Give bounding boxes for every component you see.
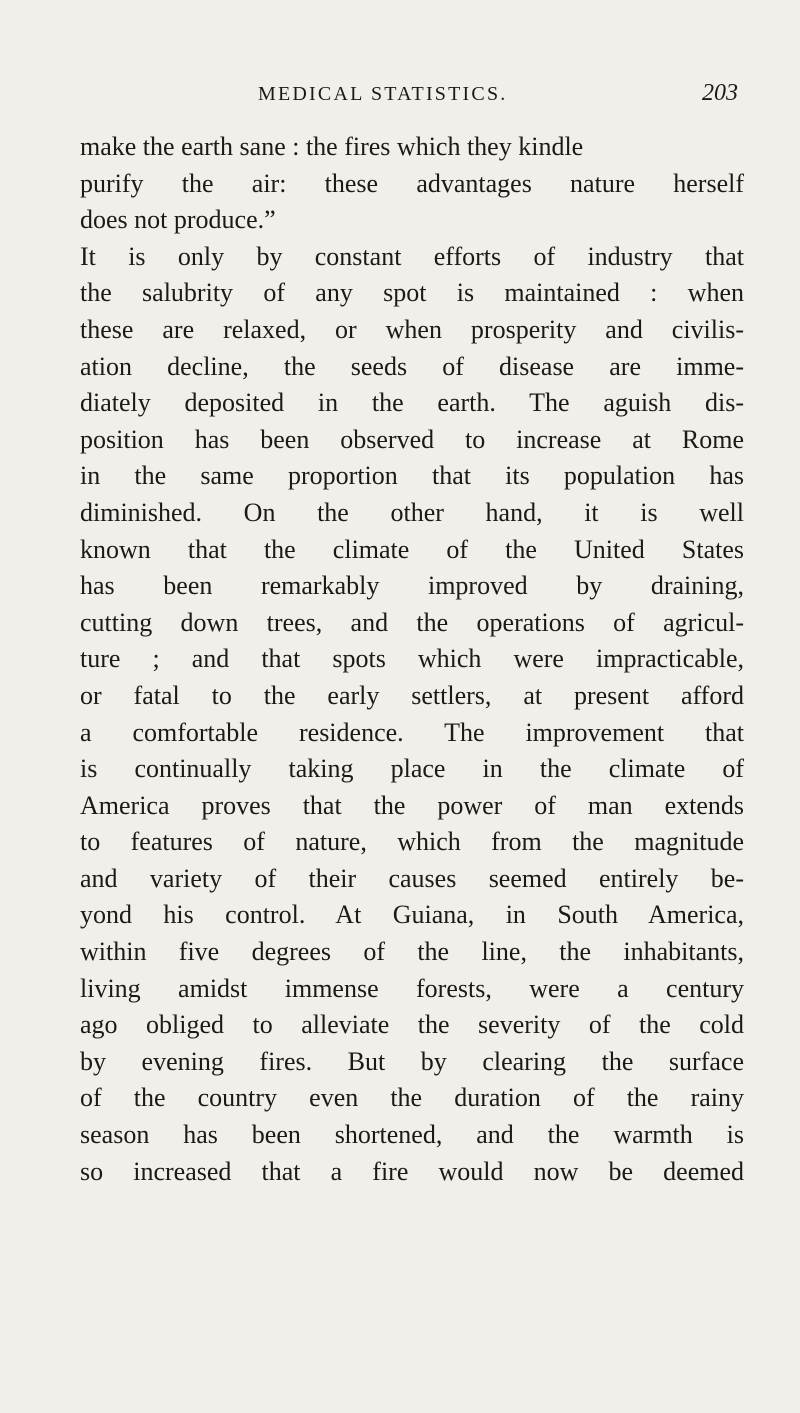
text-line: to features of nature, which from the magnitude <box>80 827 744 857</box>
text-line: has been remarkably improved by draining, <box>80 571 744 601</box>
text-line: purify the air: these advantages nature herself <box>80 168 744 198</box>
text-line: season has been shortened, and the warmth is <box>80 1120 744 1150</box>
text-line: ago obliged to alleviate the severity of the cold <box>80 1010 744 1040</box>
text-line: these are relaxed, or when prosperity and civilis- <box>80 314 744 344</box>
text-line: America proves that the power of man extends <box>80 790 744 820</box>
text-line: diately deposited in the earth. The aguish dis- <box>80 388 744 418</box>
text-line: known that the climate of the United States <box>80 534 744 564</box>
text-line: does not produce.” <box>80 205 276 235</box>
text-line: and variety of their causes seemed entirely be- <box>80 863 744 893</box>
text-line: within five degrees of the line, the inhabitants, <box>80 937 744 967</box>
text-line: a comfortable residence. The improvement that <box>80 717 744 747</box>
page-number: 203 <box>702 80 738 106</box>
text-line: diminished. On the other hand, it is well <box>80 497 744 527</box>
text-line: ture ; and that spots which were impracticable, <box>80 644 744 674</box>
text-line: is continually taking place in the climate of <box>80 754 744 784</box>
text-line: make the earth sane : the fires which they kindle <box>80 132 584 161</box>
running-head <box>0 80 800 113</box>
text-line: position has been observed to increase at Rome <box>80 424 744 454</box>
text-line: of the country even the duration of the rainy <box>80 1083 744 1113</box>
text-line: living amidst immense forests, were a century <box>80 973 744 1003</box>
text-line: cutting down trees, and the operations of agricul- <box>80 607 744 637</box>
text-line: so increased that a fire would now be deemed <box>80 1156 744 1186</box>
text-line: yond his control. At Guiana, in South America, <box>80 900 744 930</box>
text-line: the salubrity of any spot is maintained : when <box>80 278 744 308</box>
running-title: MEDICAL STATISTICS. <box>258 83 508 105</box>
text-line: It is only by constant efforts of industry that <box>80 241 744 271</box>
text-line: or fatal to the early settlers, at present afford <box>80 680 744 710</box>
text-line: ation decline, the seeds of disease are imme- <box>80 351 744 381</box>
text-line: by evening fires. But by clearing the surface <box>80 1046 744 1076</box>
body-text <box>80 129 744 1190</box>
text-line: in the same proportion that its population has <box>80 461 744 491</box>
